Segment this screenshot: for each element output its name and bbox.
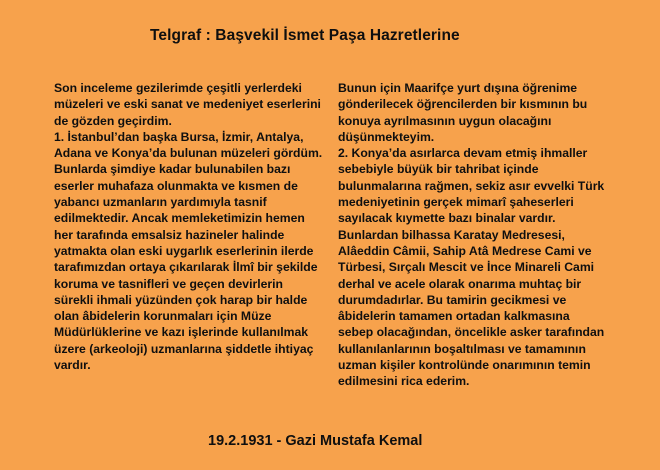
left-line: üzere (arkeoloji) uzmanlarına şiddetle ihtiyaç [54,341,314,356]
left-line: 1. İstanbul’dan başka Bursa, İzmir, Antalya, [54,129,304,144]
right-line: Bunlardan bilhassa Karatay Medresesi, [338,227,565,242]
right-column [338,80,628,390]
right-line: sayılacak kıymette bazı binalar vardır. [338,211,556,226]
document-title: Telgraf : Başvekil İsmet Paşa Hazretlerine [150,27,460,44]
left-column [54,80,332,373]
right-line: Bunun için Maarifçe yurt dışına öğrenime [338,81,578,95]
left-line: vardır. [54,358,91,373]
left-line: olan âbidelerin korunmaları için Müze [54,309,272,324]
right-line: konuya ayrılmasının uygun olacağını [338,113,552,128]
right-line: bulunmalarına rağmen, sekiz asır evvelki Türk [338,178,605,193]
left-line: de gözden geçirdim. [54,113,172,128]
left-line: Son inceleme gezilerimde çeşitli yerlerdeki [54,81,302,95]
right-line: uzman kişiler kontrolünde onarımının temin [338,358,591,373]
right-line: sebebiyle büyük bir tahribat içinde [338,162,539,177]
left-line: yatmakta olan eski uygarlık eserlerinin ilerde [54,243,314,258]
right-line: 2. Konya’da asırlarca devam etmiş ihmaller [338,146,588,161]
right-line: derhal ve acele olarak onarıma muhtaç bir [338,276,582,291]
left-line: Adana ve Konya’da bulunan müzeleri gördüm. [54,146,323,161]
date-signature: 19.2.1931 - Gazi Mustafa Kemal [208,433,423,449]
right-line: Alâeddin Câmii, Sahip Atâ Medrese Cami ve [338,243,592,258]
left-line: sürekli ihmali yüzünden çok harap bir halde [54,292,308,307]
right-line: kullanılanlarının boşaltılması ve tamamının [338,341,586,356]
left-line: Müdürlüklerine ve kazı işlerinde kullanılmak [54,325,308,340]
right-line: Türbesi, Sırçalı Mescit ve İnce Minareli Cami [338,260,595,275]
right-line: durumdadırlar. Bu tamirin gecikmesi ve [338,292,567,307]
left-line: edilmektedir. Ancak memleketimizin hemen [54,211,305,226]
left-line: yabancı uzmanların yardımıyla tasnif [54,195,267,210]
right-line: edilmesini rica ederim. [338,374,470,389]
right-line: gönderilecek öğrencilerden bir kısmının bu [338,97,588,112]
left-line: müzeleri ve eski sanat ve medeniyet eserlerini [54,97,321,112]
left-line: koruma ve tasnifleri ve geçen devirlerin [54,276,283,291]
right-line: sebep olacağından, öncelikle asker tarafından [338,325,605,340]
right-line: medeniyetinin gerçek mimarî şaheserleri [338,195,574,210]
right-line: âbidelerin tamamen ortadan kalkmasına [338,309,570,324]
left-line: Bunlarda şimdiye kadar bulunabilen bazı [54,162,291,177]
left-line: tarafımızdan ortaya çıkarılarak İlmî bir şekilde [54,260,318,275]
left-line: her tarafında emsalsiz hazineler halinde [54,227,285,242]
left-line: eserler muhafaza olunmakta ve kısmen de [54,178,298,193]
right-line: düşünmekteyim. [338,129,435,144]
